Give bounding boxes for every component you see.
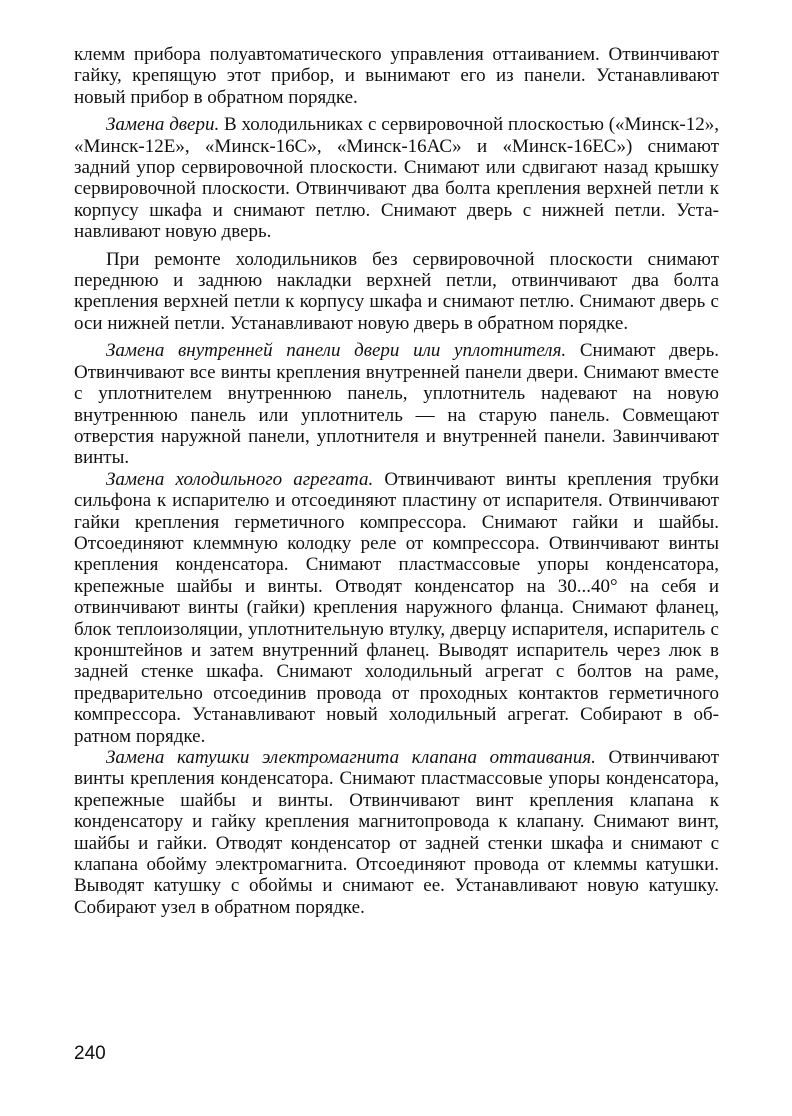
section-title-solenoid-coil: Замена катушки электромагнита клапана оттаивания. (106, 747, 596, 768)
section-title-door: Замена двери. (106, 114, 220, 136)
paragraph-no-serving-surface: При ремонте холодильников без сервировочной плоскости снимают переднюю и заднюю накладки верхней петли, отвинчивают два болта крепления верхней петли к корпусу шкафа и снимают петлю. Снимают дверь с оси нижней петли. Устанавливают новую дверь в обратном порядке. (74, 248, 719, 334)
section-title-inner-panel: Замена внутренней панели двери или уплотнителя. (106, 340, 567, 362)
paragraph-refrigeration-unit: Замена холодильного агрегата. Отвинчивают винты крепления трубки сильфона к испарителю и отсоединяют пластину от испарителя. Отвинчивают гайки крепления герметичного компрессора. Снимают гайки и шайбы. Отсоединяют клеммную колодку реле от компрессора. Отвинчивают винты крепления конденсатора. Снимают пластмассовые упоры конденсатора, крепежные шайбы и винты. Отводят конденсатор на 30...40° на себя и отвинчивают винты (гайки) крепления наружного фланца. Снимают фланец, блок теплоизоляции, уплотнительную втулку, дверцу испарителя, испаритель с кронштейнов и затем внутренний фланец. Выводят испаритель через люк в задней стенке шкафа. Снимают холодильный агрегат с болтов на раме, предварительно отсоединив провода от проходных контактов герметичного компрессора. Устанавливают новый холодильный агрегат. Собирают в обратном порядке. (74, 468, 719, 747)
paragraph-inner-panel: Замена внутренней панели двери или уплотнителя. Снимают дверь. Отвинчивают все винты крепления внутренней панели двери. Снимают вместе с уплотнителем внутреннюю панель, уплотнитель надевают на новую внутреннюю панель или уплотнитель — на старую панель. Совмещают отверстия наружной панели, уплотнителя и внутренней панели. Завинчивают винты. (74, 340, 719, 469)
page-number: 240 (74, 1043, 106, 1064)
section-title-refrigeration-unit: Замена холодильного агрегата. (106, 468, 374, 490)
paragraph-solenoid-coil: Замена катушки электромагнита клапана оттаивания. Отвинчивают винты крепления конденсатора. Снимают пластмассовые упоры конденсатора, крепежные шайбы и винты. Отвинчивают винт крепления клапана к конденсатору и гайку крепления магнитопровода к клапану. Снимают винт, шайбы и гайки. Отводят конденсатор от задней стенки шкафа и снимают с клапана обойму электромагнита. Отсоединяют провода от клеммы катушки. Выводят катушку с обоймы и снимают ее. Устанавливают новую катушку. Собирают узел в обратном порядке. (74, 747, 719, 918)
paragraph-continuation: клемм прибора полуавтоматического управления оттаиванием. Отвинчивают гайку, крепящую этот прибор, и вынимают его из панели. Устанавливают новый прибор в обратном порядке. (74, 44, 719, 108)
body-text (74, 44, 719, 918)
paragraph-door-replacement: Замена двери. В холодильниках с сервировочной плоскостью («Минск-12», «Минск-12Е», «Минск-16С», «Минск-16АС» и «Минск-16ЕС») снимают задний упор сервировочной плоскости. Снимают или сдвигают назад крышку сервировочной плоскости. Отвинчивают два болта крепления верхней петли к корпусу шкафа и снимают петлю. Снимают дверь с нижней петли. Устанавливают новую дверь. (74, 114, 719, 243)
